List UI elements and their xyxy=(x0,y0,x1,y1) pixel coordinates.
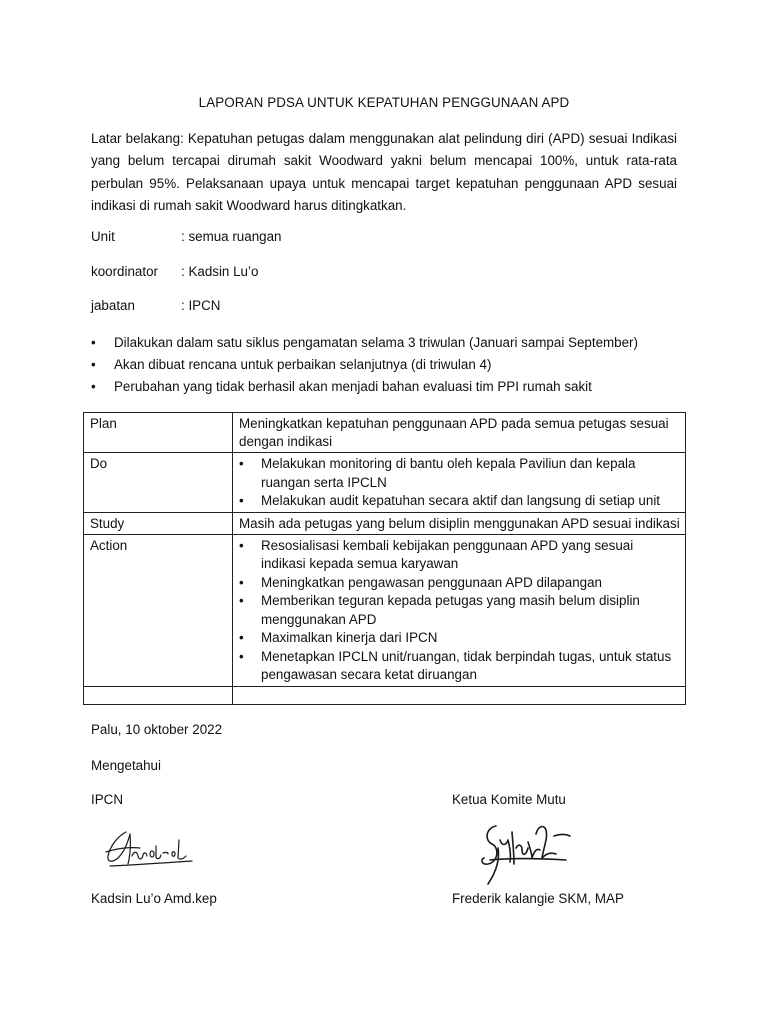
bullet-icon: • xyxy=(239,537,244,553)
bullet-list xyxy=(91,332,691,398)
background-paragraph: Latar belakang: Kepatuhan petugas dalam menggunakan alat pelindung diri (APD) sesuai Indikasi yang belum tercapai dirumah sakit Woodward yakni belum mencapai 100%, untuk rata-rata perbulan 95%. Pelaksanaan upaya untuk mencapai target kepatuhan penggunaan APD sesuai indikasi di rumah sakit Woodward harus ditingkatkan. xyxy=(91,131,677,213)
right-signer-name: Frederik kalangie SKM, MAP xyxy=(452,891,624,906)
field-unit xyxy=(91,229,282,244)
bullet-icon: • xyxy=(239,593,244,608)
field-position-value: : IPCN xyxy=(181,298,221,313)
list-item-text: Melakukan monitoring di bantu oleh kepala Paviliun dan kepala ruangan serta IPCLN xyxy=(261,456,636,490)
table-row-plan xyxy=(84,413,686,453)
list-item xyxy=(239,537,680,574)
list-item-text: Maximalkan kinerja dari IPCN xyxy=(261,630,438,645)
list-item xyxy=(239,648,680,685)
list-item xyxy=(239,629,680,648)
plan-label: Plan xyxy=(84,413,233,453)
bullet-icon: • xyxy=(239,648,244,664)
field-coordinator-value: : Kadsin Lu’o xyxy=(181,264,259,279)
field-position xyxy=(91,298,220,313)
field-coordinator xyxy=(91,264,258,279)
bullet-item xyxy=(91,376,691,398)
bullet-icon: • xyxy=(239,493,244,508)
list-item xyxy=(239,574,680,593)
field-unit-key: Unit xyxy=(91,229,115,244)
bullet-item xyxy=(91,354,691,376)
field-unit-value: : semua ruangan xyxy=(181,229,282,244)
left-signature xyxy=(100,826,200,870)
bullet-icon: • xyxy=(239,630,244,645)
table-row-study xyxy=(84,512,686,534)
right-signer-role: Ketua Komite Mutu xyxy=(452,792,566,807)
bullet-text: Perubahan yang tidak berhasil akan menjadi bahan evaluasi tim PPI rumah sakit xyxy=(114,379,592,394)
do-cell xyxy=(233,453,686,513)
do-label: Do xyxy=(84,453,233,513)
bullet-icon: • xyxy=(239,574,244,590)
left-signer-name: Kadsin Lu’o Amd.kep xyxy=(91,891,217,906)
study-text: Masih ada petugas yang belum disiplin menggunakan APD sesuai indikasi xyxy=(233,512,686,534)
date-line: Palu, 10 oktober 2022 xyxy=(91,722,223,737)
table-row-action xyxy=(84,534,686,686)
bullet-icon: • xyxy=(91,357,96,372)
table-row-do xyxy=(84,453,686,513)
report-title: LAPORAN PDSA UNTUK KEPATUHAN PENGGUNAAN APD xyxy=(198,95,570,110)
bullet-icon: • xyxy=(91,335,96,350)
empty-cell xyxy=(233,686,686,704)
plan-text: Meningkatkan kepatuhan penggunaan APD pada semua petugas sesuai dengan indikasi xyxy=(233,413,686,453)
list-item-text: Menetapkan IPCLN unit/ruangan, tidak berpindah tugas, untuk status pengawasan secara ketat diruangan xyxy=(261,648,672,682)
bullet-icon: • xyxy=(239,456,244,471)
bullet-text: Akan dibuat rencana untuk perbaikan selanjutnya (di triwulan 4) xyxy=(114,357,492,372)
bullet-icon: • xyxy=(91,379,96,394)
acknowledge-text: Mengetahui xyxy=(91,758,161,773)
pdsa-table xyxy=(83,412,686,705)
do-list xyxy=(239,455,680,511)
list-item xyxy=(239,455,680,492)
list-item xyxy=(239,492,680,511)
list-item-text: Resosialisasi kembali kebijakan penggunaan APD yang sesuai indikasi kepada semua karyawan xyxy=(261,537,634,571)
field-coordinator-key: koordinator xyxy=(91,264,158,279)
bullet-text: Dilakukan dalam satu siklus pengamatan selama 3 triwulan (Januari sampai September) xyxy=(114,335,638,350)
list-item xyxy=(239,592,680,629)
action-list xyxy=(239,537,680,685)
bullet-item xyxy=(91,332,691,354)
empty-cell xyxy=(84,686,233,704)
left-signer-role: IPCN xyxy=(91,792,123,807)
right-signature xyxy=(470,818,580,890)
list-item-text: Melakukan audit kepatuhan secara aktif dan langsung di setiap unit xyxy=(261,493,661,508)
list-item-text: Memberikan teguran kepada petugas yang masih belum disiplin menggunakan APD xyxy=(261,593,640,627)
study-label: Study xyxy=(84,512,233,534)
list-item-text: Meningkatkan pengawasan penggunaan APD dilapangan xyxy=(261,574,602,590)
table-row-empty xyxy=(84,686,686,704)
field-position-key: jabatan xyxy=(91,298,135,313)
action-cell xyxy=(233,534,686,686)
action-label: Action xyxy=(84,534,233,686)
